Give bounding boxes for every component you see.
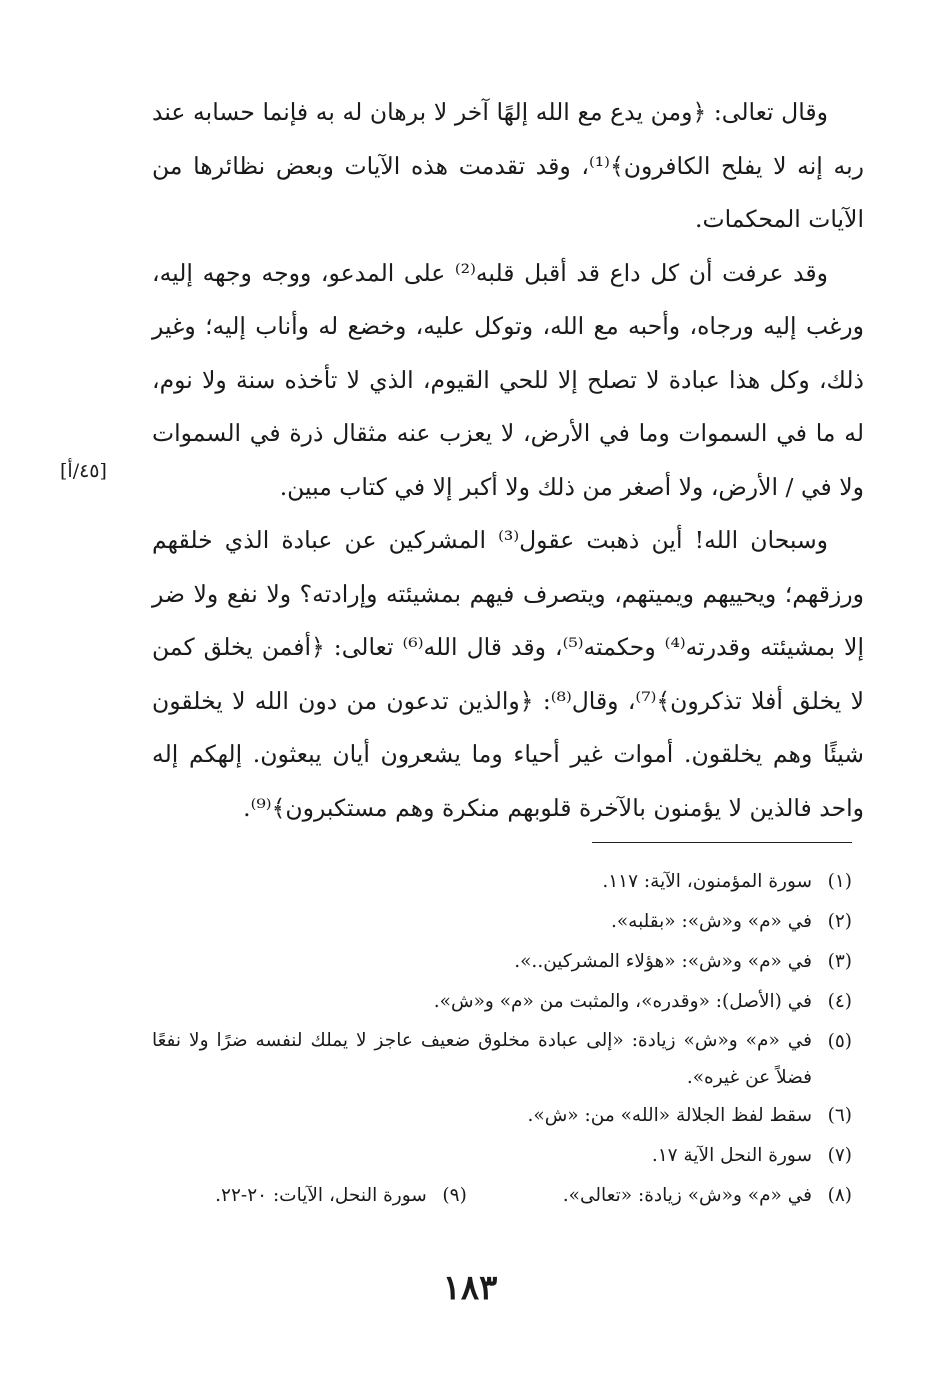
paragraph-2: وقد عرفت أن كل داع قد أقبل قلبه⁽²⁾ على المدعو، ووجه وجهه إليه، ورغب إليه ورجاه، وأحبه مع الله، وتوكل عليه، وخضع له وأناب إليه؛ وغير ذلك، وكل هذا عبادة لا تصلح إلا للحي القيوم، الذي لا تأخذه سنة ولا نوم، له ما في السموات وما في الأرض، لا يعزب عنه مثقال ذرة في السموات ولا في / الأرض، ولا أصغر من ذلك ولا أكبر إلا في كتاب مبين. [152,258,864,501]
footnote-text: في «م» و«ش»: «هؤلاء المشركين..». [514,951,812,972]
paragraph-1: وقال تعالى: ﴿ومن يدع مع الله إلهًا آخر لا برهان له به فإنما حسابه عند ربه إنه لا يفلح الكافرون﴾⁽¹⁾، وقد تقدمت هذه الآيات وبعض نظائرها من الآيات المحكمات. [152,98,864,233]
footnote-5 [152,1022,852,1096]
footnote-1 [152,862,852,902]
footnote-7 [152,1136,852,1176]
footnote-number: (٨) [827,1185,852,1206]
footnote-6 [152,1096,852,1136]
footnote-9 [215,1176,467,1216]
footnote-text: سورة المؤمنون، الآية: ١١٧. [602,871,812,892]
footnote-number: (١) [827,871,852,892]
paragraph-3: وسبحان الله! أين ذهبت عقول⁽³⁾ المشركين عن عبادة الذي خلقهم ورزقهم؛ ويحييهم ويميتهم، ويتصرف فيهم بمشيئته وإرادته؟ ولا نفع ولا ضر إلا بمشيئته وقدرته⁽⁴⁾ وحكمته⁽⁵⁾، وقد قال الله⁽⁶⁾ تعالى: ﴿أفمن يخلق كمن لا يخلق أفلا تذكرون﴾⁽⁷⁾، وقال⁽⁸⁾: ﴿والذين تدعون من دون الله لا يخلقون شيئًا وهم يخلقون. أموات غير أحياء وما يشعرون أيان يبعثون. إلهكم إله واحد فالذين لا يؤمنون بالآخرة قلوبهم منكرة وهم مستكبرون﴾⁽⁹⁾. [152,526,865,822]
margin-folio-note: [٤٥/أ] [60,460,107,482]
footnote-text: في «م» و«ش» زيادة: «تعالى». [562,1185,812,1206]
footnote-3 [152,942,852,982]
main-text [152,86,864,835]
footnote-number: (٦) [827,1105,852,1126]
footnote-number: (٧) [827,1145,852,1166]
footnote-number: (٢) [827,911,852,932]
footnote-number: (٥) [827,1031,852,1052]
footnote-text: في «م» و«ش»: «بقلبه». [610,911,812,932]
footnote-text: سورة النحل الآية ١٧. [651,1145,812,1166]
footnote-row-8-9 [152,1176,852,1216]
footnote-4 [152,982,852,1022]
footnote-number: (٩) [442,1185,467,1206]
page-number: ١٨٣ [442,1268,498,1308]
footnote-text: سقط لفظ الجلالة «الله» من: «ش». [527,1105,812,1126]
footnote-text: سورة النحل، الآيات: ٢٠-٢٢. [215,1185,427,1206]
footnotes [152,862,852,1216]
footnote-text: في (الأصل): «وقدره»، والمثبت من «م» و«ش». [433,991,812,1012]
footnote-number: (٤) [827,991,852,1012]
footnote-8 [563,1176,852,1216]
footnote-text: في «م» و«ش» زيادة: «إلى عبادة مخلوق ضعيف عاجز لا يملك لنفسه ضرًا ولا نفعًا فضلاً عن غيره». [152,1030,812,1088]
footnote-divider [592,842,852,843]
footnote-number: (٣) [827,951,852,972]
footnote-2 [152,902,852,942]
